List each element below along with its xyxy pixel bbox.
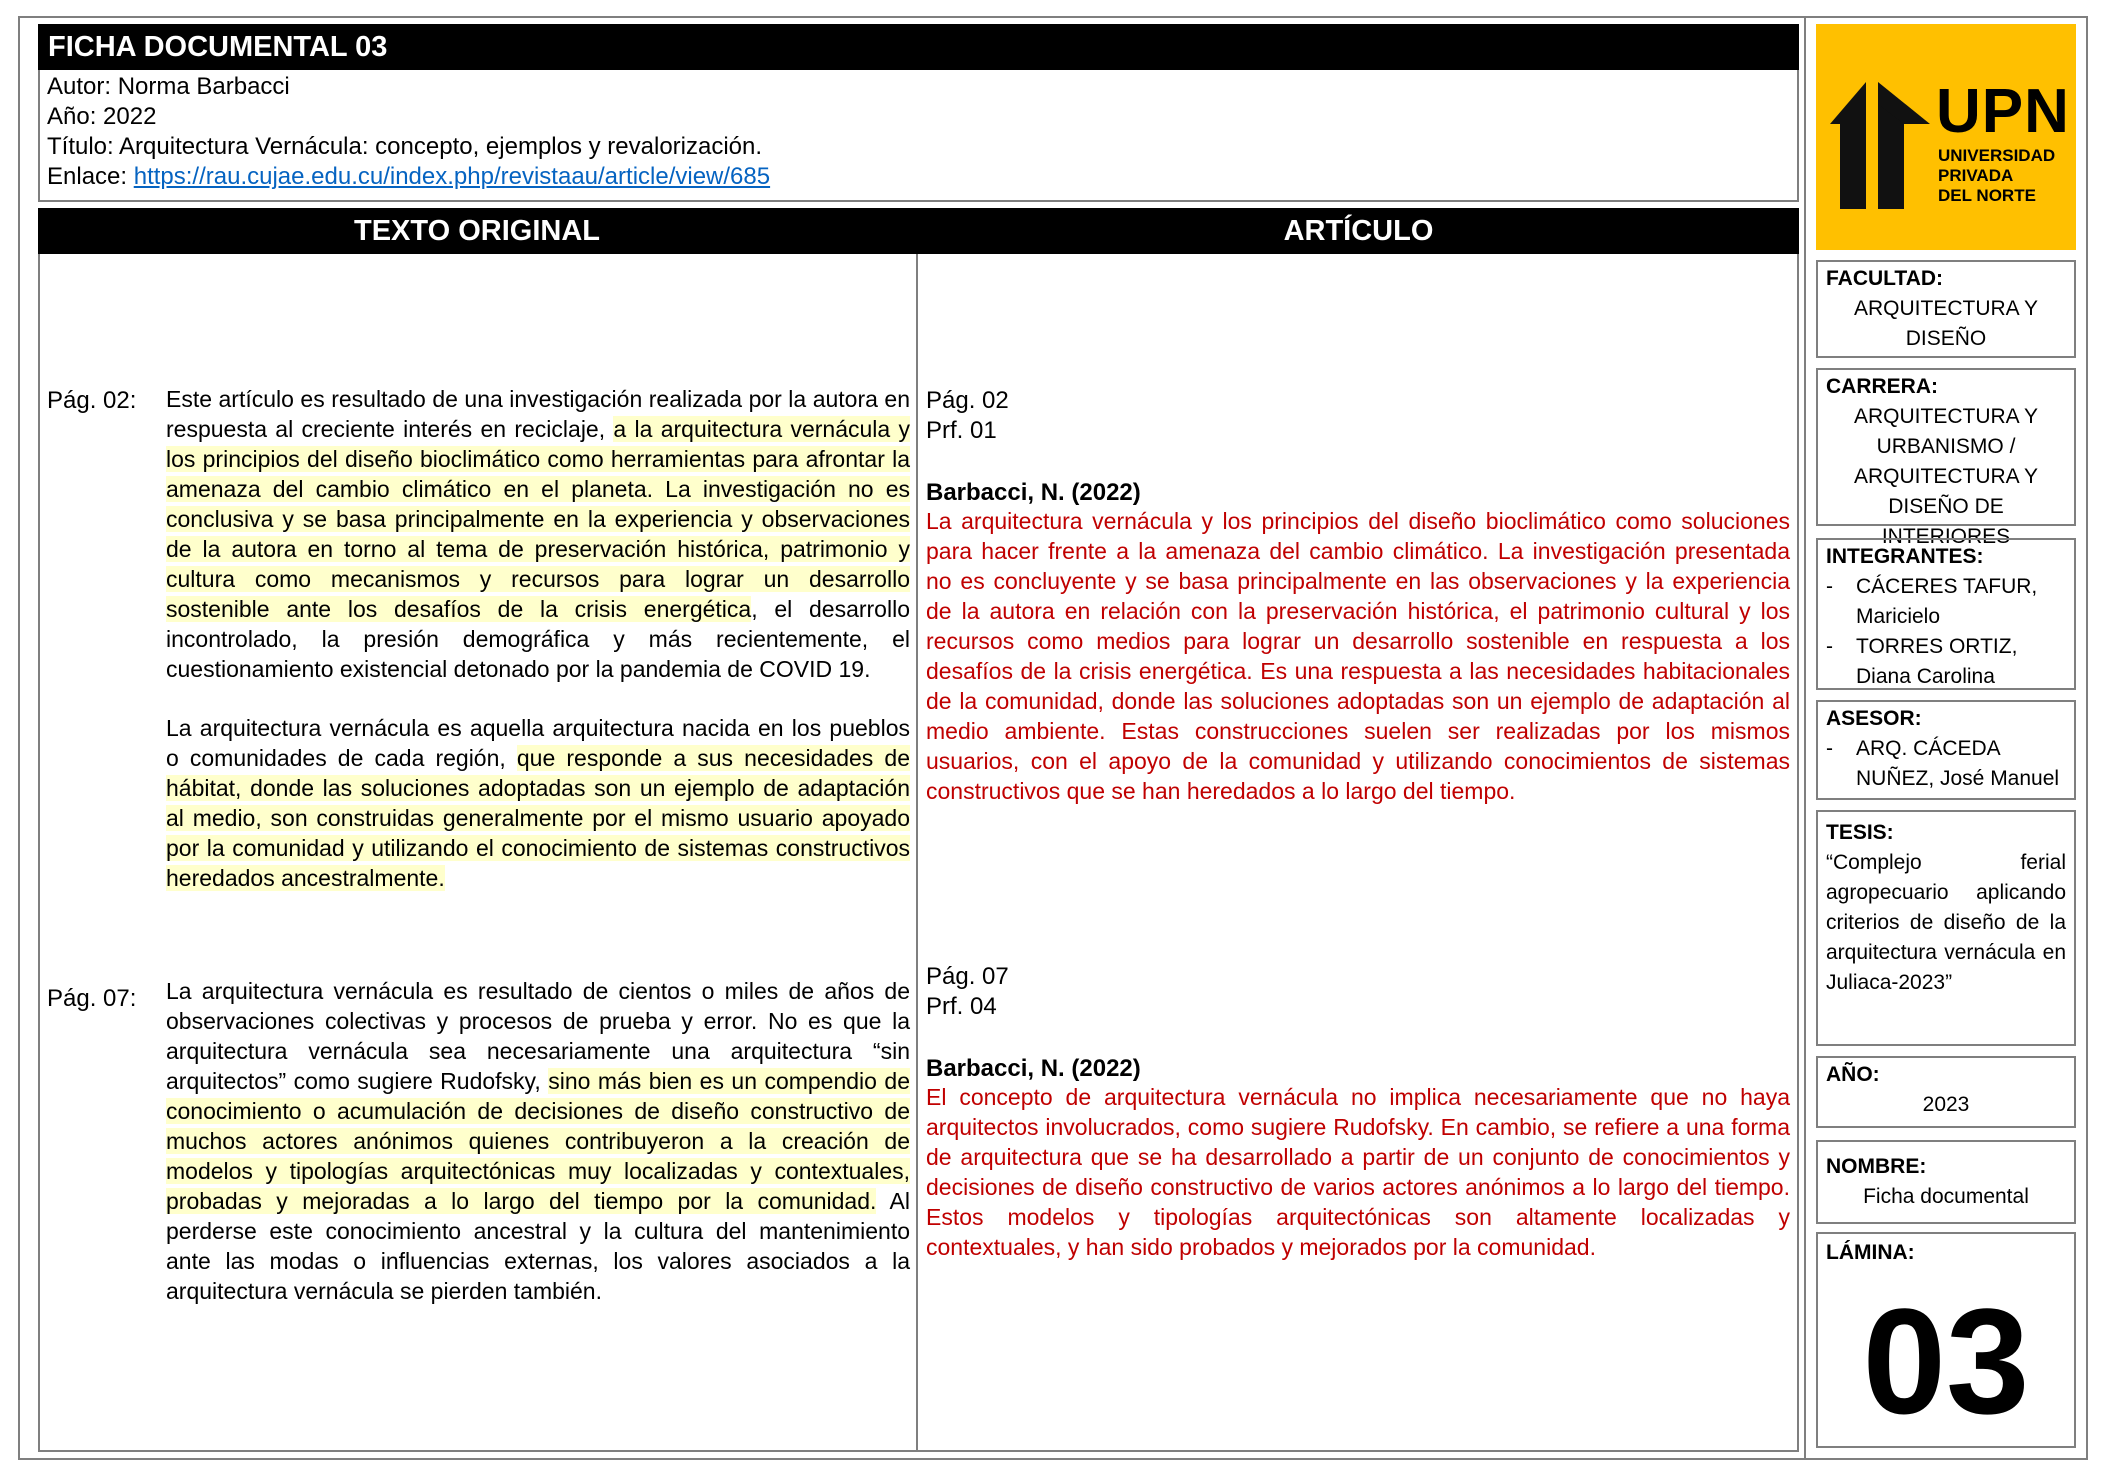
lamina-box	[1816, 1232, 2076, 1448]
column-divider	[916, 254, 918, 1452]
carrera-box	[1816, 368, 2076, 548]
facultad-value: ARQUITECTURA Y DISEÑO	[1854, 297, 2038, 350]
carrera-label: CARRERA:	[1826, 375, 1938, 398]
integrantes-box	[1816, 538, 2076, 690]
source-link[interactable]: https://rau.cujae.edu.cu/index.php/revistaau/article/view/685	[133, 163, 771, 190]
facultad-label: FACULTAD:	[1826, 267, 1944, 290]
asesor-label: ASESOR:	[1826, 707, 1922, 730]
anio-label: AÑO:	[1826, 1063, 1880, 1086]
year-line: Año: 2022	[47, 103, 157, 130]
citation: Barbacci, N. (2022)	[926, 479, 1141, 506]
anio-value: 2023	[1922, 1093, 1970, 1116]
page-label: Pág. 07:	[47, 985, 137, 1012]
ref-paragraph: Prf. 04	[926, 993, 997, 1020]
highlighted-text: sino más bien es un compendio de conocimiento o acumulación de decisiones de diseño constructivo de muchos actores anónimos quienes contribuyeron a la creación de modelos y tipologías arquitectónicas muy localizadas y contextuales, probadas y mejoradas a lo largo del tiempo por la comunidad.	[166, 1068, 910, 1214]
article-text: La arquitectura vernácula y los principios del diseño bioclimático como soluciones para hacer frente a la amenaza del cambio climático. La investigación presentada no es concluyente y se basa principalmente en las observaciones y la experiencia de la autora en relación con la preservación histórica, el patrimonio cultural y los recursos como medios para lograr un desarrollo sostenible en respuesta a los desafíos de la crisis energética. Es una respuesta a las necesidades habitacionales de la comunidad, donde las soluciones adoptadas son un ejemplo de adaptación al medio ambiente. Estas construcciones suelen ser realizadas por los mismos usuarios, con el apoyo de la comunidad y utilizando conocimientos de sistemas constructivos que se han heredados a lo largo del tiempo.	[926, 508, 1790, 804]
tesis-label: TESIS:	[1826, 821, 1894, 844]
carrera-value: ARQUITECTURA Y URBANISMO / ARQUITECTURA Y DISEÑO DE INTERIORES	[1854, 405, 2038, 548]
nombre-value: Ficha documental	[1863, 1185, 2029, 1208]
link-line	[47, 162, 770, 192]
title-line: Título: Arquitectura Vernácula: concepto, ejemplos y revalorización.	[47, 133, 763, 160]
column-header-original: TEXTO ORIGINAL	[354, 215, 600, 247]
original-text	[166, 384, 910, 684]
ref-page: Pág. 02	[926, 387, 1009, 414]
original-text	[166, 713, 910, 893]
university-logo	[1816, 24, 2076, 250]
asesor-name: ARQ. CÁCEDA NUÑEZ, José Manuel	[1856, 737, 2060, 790]
logo-text: UPN	[1936, 77, 2070, 146]
anio-box	[1816, 1056, 2076, 1128]
ref-page: Pág. 07	[926, 963, 1009, 990]
lamina-number: 03	[1862, 1277, 2030, 1445]
original-text-part: Al perderse este conocimiento ancestral y la cultura del mantenimiento ante las modas o influencias externas, los valores asociados a la arquitectura vernácula se pierden también.	[166, 1188, 911, 1304]
original-text-part: Este artículo es resultado de una investigación realizada por la autora en respuesta al creciente interés en reciclaje,	[166, 386, 910, 442]
citation: Barbacci, N. (2022)	[926, 1055, 1141, 1082]
tesis-value: “Complejo ferial agropecuario aplicando criterios de diseño de la arquitectura vernácula en Juliaca-2023”	[1826, 851, 2066, 994]
list-item: - CÁCERES TAFUR, Maricielo	[1826, 572, 2066, 632]
facultad-box	[1816, 260, 2076, 358]
link-label: Enlace:	[47, 163, 134, 190]
logo-sub-line: PRIVADA	[1938, 166, 2014, 185]
column-header-article: ARTÍCULO	[1283, 215, 1434, 247]
nombre-label: NOMBRE:	[1826, 1155, 1927, 1178]
logo-sub-line: DEL NORTE	[1938, 186, 2036, 205]
integrantes-label: INTEGRANTES:	[1826, 545, 1984, 568]
member-name: CÁCERES TAFUR, Maricielo	[1856, 575, 2038, 628]
author-line: Autor: Norma Barbacci	[47, 73, 290, 100]
page-title: FICHA DOCUMENTAL 03	[38, 24, 1799, 70]
highlighted-text: a la arquitectura vernácula y los principios del diseño bioclimático como herramientas para afrontar la amenaza del cambio climático en el planeta. La investigación no es conclusiva y se basa principalmente en la experiencia y observaciones de la autora en torno al tema de preservación histórica, patrimonio y cultura como mecanismos y recursos para lograr un desarrollo sostenible ante los desafíos de la crisis energética	[166, 416, 911, 622]
original-text	[166, 976, 910, 1306]
original-text-part: , el desarrollo incontrolado, la presión demográfica y más recientemente, el cuestionamiento existencial detonado por la pandemia de COVID 19.	[166, 596, 910, 682]
logo-sub-line: UNIVERSIDAD	[1938, 146, 2056, 165]
asesor-box	[1816, 700, 2076, 800]
original-text-part: La arquitectura vernácula es aquella arquitectura nacida en los pueblos o comunidades de cada región,	[166, 715, 910, 771]
page-label: Pág. 02:	[47, 387, 137, 414]
list-item: - TORRES ORTIZ, Diana Carolina	[1826, 632, 2066, 692]
lamina-label: LÁMINA:	[1826, 1241, 1915, 1264]
ref-paragraph: Prf. 01	[926, 417, 997, 444]
highlighted-text: que responde a sus necesidades de hábitat, donde las soluciones adoptadas son un ejemplo de adaptación al medio, son construidas generalmente por el mismo usuario apoyado por la comunidad y utilizando el conocimiento de sistemas constructivos heredados ancestralmente.	[166, 745, 910, 891]
member-name: TORRES ORTIZ, Diana Carolina	[1856, 635, 2018, 688]
article-text: El concepto de arquitectura vernácula no implica necesariamente que no haya arquitectos involucrados, como sugiere Rudofsky. En cambio, se refiere a una forma de arquitectura que se ha desarrollado a partir de un conjunto de conocimientos y decisiones de diseño constructivo de varios actores anónimos a lo largo del tiempo. Estos modelos y tipologías arquitectónicas son altamente localizadas y contextuales, y han sido probados y mejorados por la comunidad.	[926, 1084, 1790, 1260]
nombre-box	[1816, 1140, 2076, 1224]
list-item: - ARQ. CÁCEDA NUÑEZ, José Manuel	[1826, 734, 2066, 794]
tesis-box	[1816, 810, 2076, 1046]
arrow-logo-icon	[1822, 24, 1942, 250]
original-text-part: La arquitectura vernácula es resultado de cientos o miles de años de observaciones colectivas y procesos de prueba y error. No es que la arquitectura vernácula sea necesariamente una arquitectura “sin arquitectos” como sugiere Rudofsky,	[166, 978, 910, 1094]
logo-subtitle	[1938, 146, 2055, 206]
panel-divider	[1804, 16, 1806, 1460]
